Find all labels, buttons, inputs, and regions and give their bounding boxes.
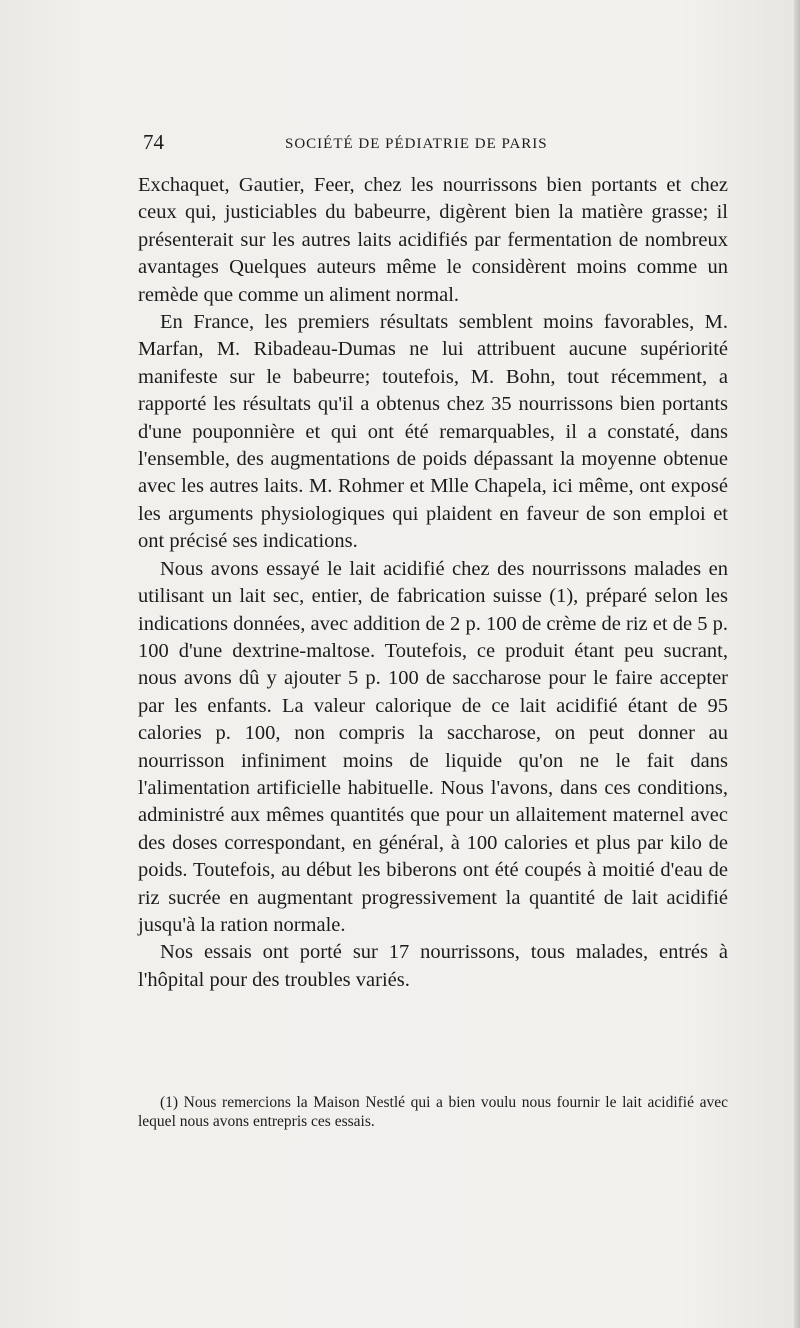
paragraph-1: Exchaquet, Gautier, Feer, chez les nourrissons bien portants et chez ceux qui, justiciables du babeurre, digèrent bien la matière grasse; il présenterait sur les autres laits acidifiés par fermentation de nombreux avantages Quelques auteurs même le considèrent moins comme un remède que comme un aliment normal. <box>138 174 728 306</box>
footnote-text: (1) Nous remercions la Maison Nestlé qui a bien voulu nous fournir le lait acidifié avec lequel nous avons entrepris ces essais. <box>138 1094 728 1130</box>
page-header <box>143 128 588 162</box>
paragraph-2: En France, les premiers résultats semblent moins favorables, M. Marfan, M. Ribadeau-Dumas ne lui attribuent aucune supériorité manifeste sur le babeurre; toutefois, M. Bohn, tout récemment, a rapporté les résultats qu'il a obtenus chez 35 nourrissons bien portants d'une pouponnière et qui ont été remarquables, il a constaté, dans l'ensemble, des augmentations de poids dépassant la moyenne obtenue avec les autres laits. M. Rohmer et Mlle Chapela, ici même, ont exposé les arguments physiologiques qui plaident en faveur de son emploi et ont précisé ses indications. <box>138 311 728 553</box>
footnote <box>138 1093 728 1131</box>
running-title: SOCIÉTÉ DE PÉDIATRIE DE PARIS <box>285 136 548 152</box>
page-number: 74 <box>143 130 164 154</box>
body-text <box>138 172 728 994</box>
page-edge <box>794 0 800 1328</box>
paragraph-3: Nous avons essayé le lait acidifié chez des nourrissons malades en utilisant un lait sec, entier, de fabrication suisse (1), préparé selon les indications données, avec addition de 2 p. 100 de crème de riz et de 5 p. 100 d'une dextrine-maltose. Toutefois, ce produit étant peu sucrant, nous avons dû y ajouter 5 p. 100 de saccharose pour le faire accepter par les enfants. La valeur calorique de ce lait acidifié étant de 95 calories p. 100, non compris la saccharose, on peut donner au nourrisson infiniment moins de liquide qu'on ne le fait dans l'alimentation artificielle habituelle. Nous l'avons, dans ces conditions, administré aux mêmes quantités que pour un allaitement maternel avec des doses correspondant, en général, à 100 calories et plus par kilo de poids. Toutefois, au début les biberons ont été coupés à moitié d'eau de riz sucrée en augmentant progressivement la quantité de lait acidifié jusqu'à la ration normale. <box>138 557 728 936</box>
paragraph-4: Nos essais ont porté sur 17 nourrissons, tous malades, entrés à l'hôpital pour des troubles variés. <box>138 941 728 991</box>
